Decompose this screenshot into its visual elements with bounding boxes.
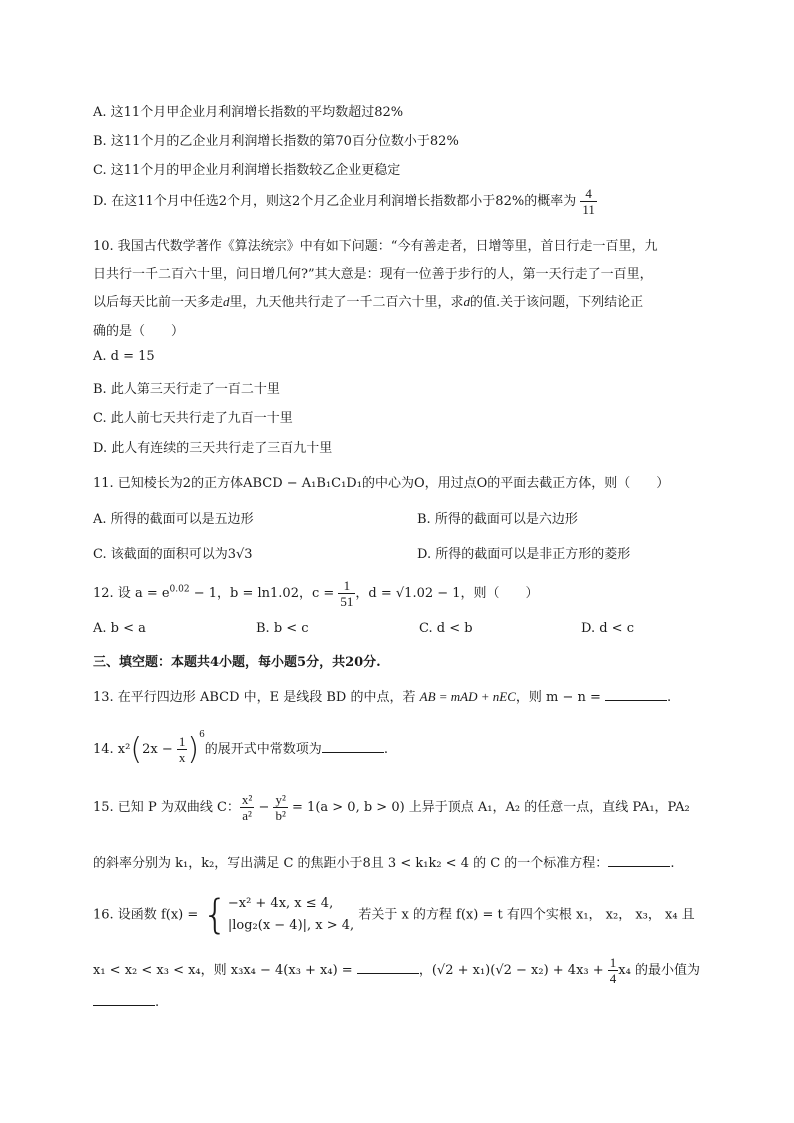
q14-power: 6 — [199, 730, 205, 740]
fraction-denominator: 11 — [582, 202, 595, 217]
q15-fraction-y — [273, 792, 287, 823]
fraction-denominator: 4 — [609, 971, 617, 986]
fraction-denominator: a² — [242, 808, 252, 823]
q12-c-fraction — [338, 578, 355, 609]
q15-line-2: 的斜率分别为 k₁，k₂，写出满足 C 的焦距小于8且 3 < k₁k₂ < 4 的 C 的一个标准方程： . — [93, 856, 675, 871]
q13-line: 13. 在平行四边形 ABCD 中，E 是线段 BD 的中点，若 AB = mAD + nEC，则 m − n = . — [93, 689, 672, 705]
q9-option-a: A. 这11个月甲企业月利润增长指数的平均数超过82% — [93, 105, 404, 120]
q11-stem: 11. 已知棱长为2的正方体ABCD − A₁B₁C₁D₁的中心为O，用过点O的平面去截正方体，则（ ） — [93, 476, 670, 491]
answer-blank — [93, 993, 155, 1006]
fraction-denominator: b² — [275, 808, 286, 823]
q16-line-2 — [93, 955, 700, 986]
q9-option-d-fraction — [580, 186, 597, 217]
q16-cases — [228, 893, 354, 937]
q10-line-3 — [93, 291, 643, 310]
q15-minus: − — [254, 800, 274, 815]
q16-line-2b: ，(√2 + x₁)(√2 − x₂) + 4x₃ + — [418, 963, 608, 978]
fraction-numerator: y² — [275, 792, 286, 807]
q12-option-c: C. d < b — [419, 621, 473, 636]
fraction-numerator: 1 — [338, 578, 355, 594]
q13-vector-equation: AB = mAD + nEC — [419, 689, 516, 704]
q12-stem-a: 12. 设 a = e — [93, 586, 170, 601]
q11-option-c: C. 该截面的面积可以为3√3 — [93, 547, 253, 562]
q16-line-2a: x₁ < x₂ < x₃ < x₄，则 x₃x₄ − 4(x₃ + x₄) = — [93, 963, 357, 978]
q14-line: 14. x²(2x − $\frac{1}{x}$ )$^6$的展开式中常数项为 . — [93, 730, 388, 767]
q16-case-1: −x² + 4x, x ≤ 4, — [227, 896, 334, 911]
q11-option-b: B. 所得的截面可以是六边形 — [417, 512, 578, 527]
q10-line-3a: 以后每天比前一天多走 — [93, 295, 224, 310]
right-paren: ) — [187, 732, 200, 767]
q11-option-a: A. 所得的截面可以是五边形 — [93, 512, 254, 527]
q10-line-4: 确的是（ ） — [93, 324, 185, 339]
q10-line-3b: 里，九天他共行走了一千二百六十里，求 — [229, 295, 464, 310]
section-3-title: 三、填空题：本题共4小题，每小题5分，共20分. — [93, 655, 381, 670]
q12-exponent: 0.02 — [169, 584, 190, 595]
q10-line-1: 10. 我国古代数学著作《算法统宗》中有如下问题：“今有善走者，日增等里，首日行走一百里，九 — [93, 239, 658, 254]
q10-option-b: B. 此人第三天行走了一百二十里 — [93, 382, 280, 397]
q10-line-2: 日共行一千二百六十里，问日增几何?”其大意是：现有一位善于步行的人，第一天行走了一百里， — [93, 267, 653, 282]
q10-option-d: D. 此人有连续的三天共行走了三百九十里 — [93, 441, 333, 456]
q15-text-b: = 1(a > 0, b > 0) 上异于顶点 A₁，A₂ 的任意一点，直线 PA₁，PA₂ — [287, 800, 690, 815]
q13-text-a: 13. 在平行四边形 ABCD 中，E 是线段 BD 的中点，若 — [93, 690, 420, 705]
q9-option-b: B. 这11个月的乙企业月利润增长指数的第70百分位数小于82% — [93, 134, 459, 149]
q12-stem — [93, 578, 539, 609]
left-brace: { — [202, 892, 228, 938]
q10-var-d: d — [223, 294, 230, 309]
q12-stem-c: ，d = √1.02 − 1，则（ ） — [355, 586, 539, 601]
q16-fraction — [608, 955, 619, 986]
q16-case-2: |log₂(x − 4)|, x > 4, — [227, 918, 355, 933]
q16-line-2c: x₄ 的最小值为 — [618, 963, 700, 978]
q16-text-b: 若关于 x 的方程 f(x) = t 有四个实根 x₁， x₂， x₃， x₄ 且 — [354, 907, 695, 923]
q15-line-2-text: 的斜率分别为 k₁，k₂，写出满足 C 的焦距小于8且 3 < k₁k₂ < 4 的 C 的一个标准方程： — [93, 856, 609, 871]
answer-blank — [322, 740, 384, 753]
fraction-denominator: x — [178, 750, 186, 765]
q13-text-b: ，则 m − n = — [515, 690, 606, 705]
q16-line-3: . — [93, 993, 159, 1010]
q15-fraction-x — [240, 792, 254, 823]
q12-option-d: D. d < c — [581, 621, 634, 636]
q16-line-1 — [93, 893, 695, 937]
q14-text-a: 14. x² — [93, 742, 131, 757]
fraction-denominator: 51 — [340, 594, 354, 609]
q14-fraction — [177, 734, 188, 765]
q16-text-a: 16. 设函数 f(x) = — [93, 907, 203, 923]
answer-blank — [608, 854, 670, 867]
q10-line-3c: 的值.关于该问题，下列结论正 — [470, 295, 644, 310]
answer-blank — [357, 961, 419, 974]
q9-option-d — [93, 186, 597, 217]
q15-line-1 — [93, 792, 690, 823]
fraction-numerator: 1 — [178, 734, 186, 749]
q12-stem-b: − 1，b = ln1.02，c = — [189, 586, 339, 601]
q12-option-b: B. b < c — [256, 621, 309, 636]
fraction-numerator: 4 — [580, 186, 597, 202]
q10-option-a: A. d = 15 — [93, 349, 155, 364]
q10-var-d-2: d — [463, 294, 471, 309]
fraction-numerator: x² — [241, 792, 253, 807]
q11-option-d: D. 所得的截面可以是非正方形的菱形 — [417, 547, 631, 562]
left-paren: ( — [130, 732, 143, 767]
answer-blank — [605, 688, 667, 701]
q10-option-c: C. 此人前七天共行走了九百一十里 — [93, 411, 293, 426]
q14-inner: 2x − — [142, 742, 177, 757]
fraction-numerator: 1 — [609, 955, 617, 970]
q14-text-b: 的展开式中常数项为 — [204, 742, 322, 757]
q12-option-a: A. b < a — [93, 621, 146, 636]
q9-option-c: C. 这11个月的甲企业月利润增长指数较乙企业更稳定 — [93, 163, 401, 178]
q9-option-d-text: D. 在这11个月中任选2个月，则这2个月乙企业月利润增长指数都小于82%的概率为 — [93, 194, 577, 209]
q15-text-a: 15. 已知 P 为双曲线 C： — [93, 800, 240, 815]
